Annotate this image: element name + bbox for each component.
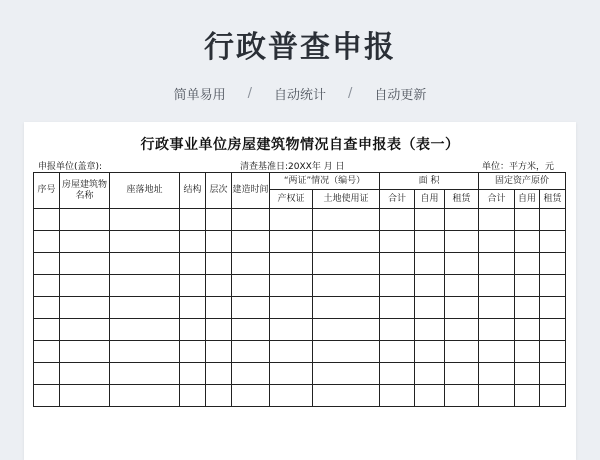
- table-cell[interactable]: [479, 319, 515, 341]
- tag-auto-statistics: 自动统计: [273, 88, 326, 103]
- table-cell[interactable]: [515, 253, 540, 275]
- table-cell[interactable]: [180, 297, 206, 319]
- header-structure: 结构: [180, 173, 206, 209]
- tag-auto-update: 自动更新: [374, 88, 427, 103]
- table-cell[interactable]: [206, 209, 232, 231]
- table-cell[interactable]: [445, 275, 479, 297]
- table-cell[interactable]: [415, 319, 445, 341]
- header-land-cert: 土地使用证: [313, 190, 380, 209]
- header-address: 座落地址: [110, 173, 180, 209]
- table-cell[interactable]: [515, 209, 540, 231]
- table-cell[interactable]: [479, 253, 515, 275]
- table-cell[interactable]: [445, 385, 479, 407]
- table-cell[interactable]: [415, 363, 445, 385]
- table-cell[interactable]: [415, 209, 445, 231]
- table-cell[interactable]: [232, 297, 270, 319]
- check-date-label: 清查基准日:20XX年 月 日: [240, 162, 345, 172]
- table-cell[interactable]: [232, 319, 270, 341]
- table-cell[interactable]: [313, 231, 380, 253]
- table-cell[interactable]: [270, 275, 313, 297]
- table-cell[interactable]: [380, 253, 415, 275]
- table-cell[interactable]: [540, 209, 566, 231]
- table-cell[interactable]: [60, 385, 110, 407]
- unit-label: 单位：平方米，元: [481, 162, 554, 172]
- table-cell[interactable]: [110, 253, 180, 275]
- table-cell[interactable]: [110, 275, 180, 297]
- table-cell[interactable]: [270, 363, 313, 385]
- table-cell[interactable]: [415, 253, 445, 275]
- table-cell[interactable]: [313, 253, 380, 275]
- table-cell[interactable]: [515, 363, 540, 385]
- table-cell[interactable]: [313, 209, 380, 231]
- header-certificates: “两证”情况（编号）: [270, 173, 380, 190]
- table-cell[interactable]: [540, 253, 566, 275]
- table-cell[interactable]: [313, 297, 380, 319]
- table-row: [34, 385, 566, 407]
- table-cell[interactable]: [60, 341, 110, 363]
- table-row: [34, 363, 566, 385]
- table-cell[interactable]: [60, 253, 110, 275]
- table-row: [34, 209, 566, 231]
- table-cell[interactable]: [270, 231, 313, 253]
- table-cell[interactable]: [34, 209, 60, 231]
- table-cell[interactable]: [206, 363, 232, 385]
- table-row: [34, 341, 566, 363]
- table-cell[interactable]: [34, 341, 60, 363]
- tag-separator: /: [348, 86, 353, 101]
- table-cell[interactable]: [445, 319, 479, 341]
- table-cell[interactable]: [110, 385, 180, 407]
- table-cell[interactable]: [540, 297, 566, 319]
- feature-tags: [0, 84, 600, 103]
- table-cell[interactable]: [110, 209, 180, 231]
- table-cell[interactable]: [515, 231, 540, 253]
- table-cell[interactable]: [540, 231, 566, 253]
- table-cell[interactable]: [180, 209, 206, 231]
- table-cell[interactable]: [415, 231, 445, 253]
- table-cell[interactable]: [232, 209, 270, 231]
- table-cell[interactable]: [34, 385, 60, 407]
- table-cell[interactable]: [479, 341, 515, 363]
- table-row: [34, 275, 566, 297]
- table-cell[interactable]: [380, 363, 415, 385]
- table-cell[interactable]: [232, 363, 270, 385]
- table-cell[interactable]: [60, 231, 110, 253]
- table-cell[interactable]: [110, 231, 180, 253]
- table-row: [34, 253, 566, 275]
- table-cell[interactable]: [180, 385, 206, 407]
- header-assets-rent: 租赁: [540, 190, 566, 209]
- table-cell[interactable]: [232, 385, 270, 407]
- table-cell[interactable]: [60, 297, 110, 319]
- header-build-time: 建造时间: [232, 173, 270, 209]
- table-cell[interactable]: [415, 297, 445, 319]
- table-cell[interactable]: [540, 363, 566, 385]
- table-cell[interactable]: [515, 319, 540, 341]
- table-cell[interactable]: [479, 363, 515, 385]
- table-cell[interactable]: [232, 231, 270, 253]
- header-area-total: 合计: [380, 190, 415, 209]
- table-cell[interactable]: [180, 363, 206, 385]
- table-cell[interactable]: [270, 319, 313, 341]
- table-cell[interactable]: [380, 275, 415, 297]
- table-cell[interactable]: [380, 209, 415, 231]
- table-cell[interactable]: [270, 209, 313, 231]
- table-cell[interactable]: [380, 341, 415, 363]
- table-cell[interactable]: [180, 253, 206, 275]
- header-assets-self: 自用: [515, 190, 540, 209]
- tag-separator: /: [247, 86, 252, 101]
- table-cell[interactable]: [180, 231, 206, 253]
- table-cell[interactable]: [60, 209, 110, 231]
- header-seq: 序号: [34, 173, 60, 209]
- table-cell[interactable]: [60, 275, 110, 297]
- table-cell[interactable]: [110, 341, 180, 363]
- table-cell[interactable]: [415, 341, 445, 363]
- table-cell[interactable]: [479, 231, 515, 253]
- table-cell[interactable]: [540, 275, 566, 297]
- table-cell[interactable]: [313, 385, 380, 407]
- table-cell[interactable]: [34, 363, 60, 385]
- table-cell[interactable]: [445, 341, 479, 363]
- table-cell[interactable]: [206, 253, 232, 275]
- table-cell[interactable]: [270, 297, 313, 319]
- table-cell[interactable]: [380, 319, 415, 341]
- table-cell[interactable]: [445, 209, 479, 231]
- table-cell[interactable]: [479, 275, 515, 297]
- table-cell[interactable]: [110, 319, 180, 341]
- table-cell[interactable]: [380, 385, 415, 407]
- bottom-fade: [24, 438, 576, 460]
- form-title: 行政事业单位房屋建筑物情况自查申报表（表一）: [140, 137, 460, 153]
- table-cell[interactable]: [270, 341, 313, 363]
- table-cell[interactable]: [180, 319, 206, 341]
- table-cell[interactable]: [206, 385, 232, 407]
- table-cell[interactable]: [479, 209, 515, 231]
- table-cell[interactable]: [34, 297, 60, 319]
- table-cell[interactable]: [515, 297, 540, 319]
- header-area-rent: 租赁: [445, 190, 479, 209]
- table-cell[interactable]: [445, 363, 479, 385]
- form-preview-sheet: [24, 122, 576, 460]
- table-row: [34, 297, 566, 319]
- table-cell[interactable]: [34, 231, 60, 253]
- applicant-label: 申报单位(盖章):: [38, 162, 103, 172]
- table-cell[interactable]: [232, 341, 270, 363]
- table-cell[interactable]: [206, 275, 232, 297]
- table-row: [34, 231, 566, 253]
- table-cell[interactable]: [206, 231, 232, 253]
- table-cell[interactable]: [206, 297, 232, 319]
- table-cell[interactable]: [540, 319, 566, 341]
- table-cell[interactable]: [380, 231, 415, 253]
- table-cell[interactable]: [515, 341, 540, 363]
- page-title: 行政普查申报: [204, 30, 396, 65]
- table-cell[interactable]: [110, 363, 180, 385]
- header-building-name: 房屋建筑物名称: [60, 173, 110, 209]
- header-assets-total: 合计: [479, 190, 515, 209]
- table-cell[interactable]: [445, 297, 479, 319]
- table-cell[interactable]: [34, 319, 60, 341]
- table-cell[interactable]: [540, 385, 566, 407]
- table-cell[interactable]: [270, 253, 313, 275]
- table-cell[interactable]: [206, 319, 232, 341]
- table-cell[interactable]: [232, 253, 270, 275]
- tag-easy-to-use: 简单易用: [173, 88, 226, 103]
- table-cell[interactable]: [313, 319, 380, 341]
- table-cell[interactable]: [313, 275, 380, 297]
- table-cell[interactable]: [270, 385, 313, 407]
- table-cell[interactable]: [515, 385, 540, 407]
- table-cell[interactable]: [34, 253, 60, 275]
- table-cell[interactable]: [60, 363, 110, 385]
- table-cell[interactable]: [60, 319, 110, 341]
- table-cell[interactable]: [445, 253, 479, 275]
- declaration-table: [33, 172, 566, 407]
- header-property-cert: 产权证: [270, 190, 313, 209]
- table-cell[interactable]: [515, 275, 540, 297]
- table-cell[interactable]: [415, 385, 445, 407]
- table-cell[interactable]: [479, 385, 515, 407]
- table-cell[interactable]: [380, 297, 415, 319]
- table-cell[interactable]: [313, 363, 380, 385]
- table-cell[interactable]: [415, 275, 445, 297]
- table-cell[interactable]: [180, 275, 206, 297]
- table-cell[interactable]: [540, 341, 566, 363]
- table-cell[interactable]: [313, 341, 380, 363]
- table-cell[interactable]: [110, 297, 180, 319]
- header-area: 面 积: [380, 173, 479, 190]
- table-cell[interactable]: [479, 297, 515, 319]
- table-cell[interactable]: [34, 275, 60, 297]
- table-row: [34, 319, 566, 341]
- header-fixed-assets: 固定资产原价: [479, 173, 566, 190]
- table-cell[interactable]: [206, 341, 232, 363]
- header-area-self: 自用: [415, 190, 445, 209]
- table-cell[interactable]: [180, 341, 206, 363]
- table-cell[interactable]: [445, 231, 479, 253]
- table-cell[interactable]: [232, 275, 270, 297]
- header-floors: 层次: [206, 173, 232, 209]
